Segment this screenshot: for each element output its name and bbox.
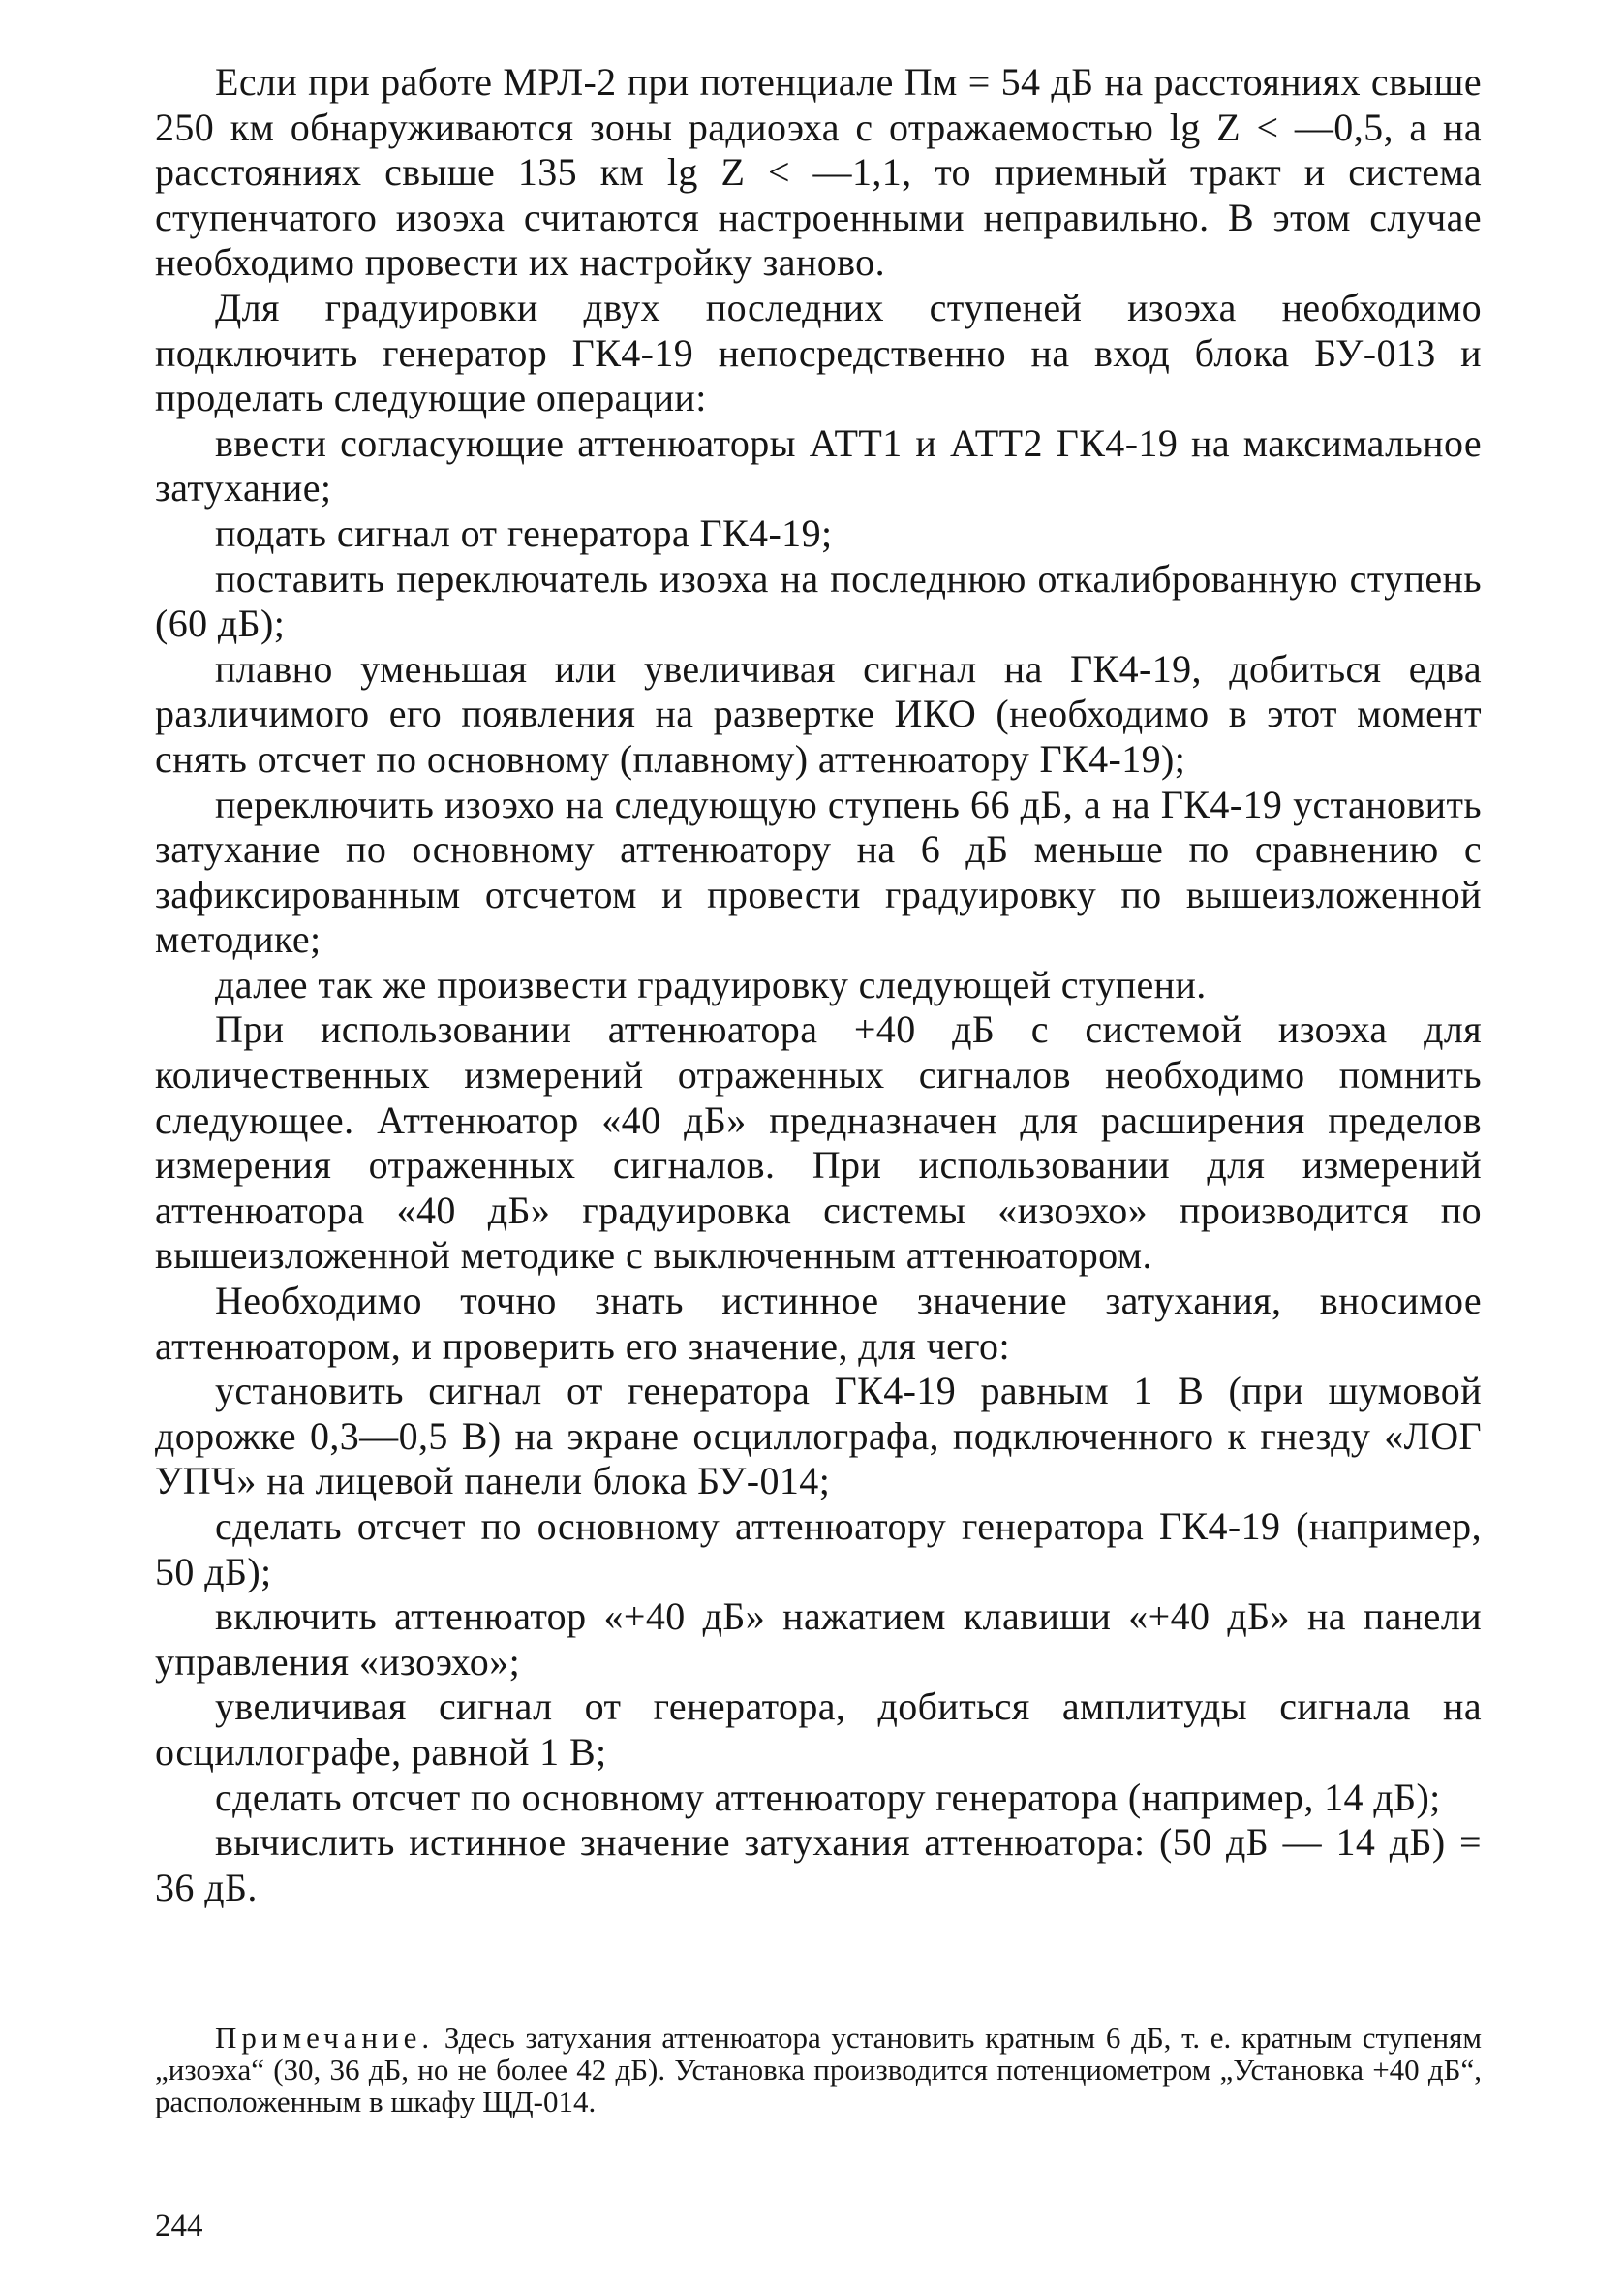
list-item: поставить переключатель изоэха на последнюю откалиброванную ступень (60 дБ); [155, 556, 1482, 646]
list-item: включить аттенюатор «+40 дБ» нажатием клавиши «+40 дБ» на панели управления «изоэхо»; [155, 1594, 1482, 1684]
note-heading: Примечание. [215, 2021, 435, 2055]
list-item: увеличивая сигнал от генератора, добиться амплитуды сигнала на осциллографе, равной 1 В; [155, 1685, 1482, 1774]
list-item: сделать отсчет по основному аттенюатору генератора ГК4-19 (например, 50 дБ); [155, 1504, 1482, 1593]
footnote [155, 2022, 1482, 2118]
list-item: ввести согласующие аттенюаторы АТТ1 и АТТ2 ГК4-19 на максимальное затухание; [155, 420, 1482, 510]
list-item: плавно уменьшая или увеличивая сигнал на ГК4-19, добиться едва различимого его появления на развертке ИКО (необходимо в этот момент снять отсчет по основному (плавному) аттенюатору ГК4-19); [155, 646, 1482, 781]
list-item: переключить изоэхо на следующую ступень 66 дБ, а на ГК4-19 установить затухание по основному аттенюатору на 6 дБ меньше по сравнению с зафиксированным отсчетом и провести градуировку по вышеизложенной методике; [155, 782, 1482, 962]
page-number: 244 [155, 2209, 203, 2243]
list-item: подать сигнал от генератора ГК4-19; [215, 510, 833, 555]
list-item: вычислить истинное значение затухания аттенюатора: (50 дБ — 14 дБ) = 36 дБ. [155, 1820, 1482, 1909]
list-item: установить сигнал от генератора ГК4-19 равным 1 В (при шумовой дорожке 0,3—0,5 В) на экране осциллографа, подключенного к гнезду «ЛОГ УПЧ» на лицевой панели блока БУ-014; [155, 1369, 1482, 1503]
note-text: Здесь затухания аттенюатора установить кратным 6 дБ, т. е. кратным ступеням „изоэха“ (30, 36 дБ, но не более 42 дБ). Установка производится потенциометром „Установка +40 дБ“, расположенным в шкафу ЩД-014. [155, 2021, 1482, 2118]
paragraph: Необходимо точно знать истинное значение затухания, вносимое аттенюатором, и проверить его значение, для чего: [155, 1279, 1482, 1368]
list-item: далее так же произвести градуировку следующей ступени. [215, 962, 1207, 1006]
page-body [155, 60, 1482, 1910]
paragraph: Если при работе МРЛ-2 при потенциале Пм = 54 дБ на расстояниях свыше 250 км обнаруживаются зоны радиоэха с отражаемостью lg Z < —0,5, а на расстояниях свыше 135 км lg Z < —1,1, то приемный тракт и система ступенчатого изоэха считаются настроенными неправильно. В этом случае необходимо провести их настройку заново. [155, 60, 1482, 285]
list-item: сделать отсчет по основному аттенюатору генератора (например, 14 дБ); [215, 1775, 1441, 1819]
paragraph: Для градуировки двух последних ступеней изоэха необходимо подключить генератор ГК4-19 непосредственно на вход блока БУ-013 и проделать следующие операции: [155, 285, 1482, 420]
paragraph: При использовании аттенюатора +40 дБ с системой изоэха для количественных измерений отраженных сигналов необходимо помнить следующее. Аттенюатор «40 дБ» предназначен для расширения пределов измерения отраженных сигналов. При использовании для измерений аттенюатора «40 дБ» градуировка системы «изоэхо» производится по вышеизложенной методике с выключенным аттенюатором. [155, 1007, 1482, 1278]
